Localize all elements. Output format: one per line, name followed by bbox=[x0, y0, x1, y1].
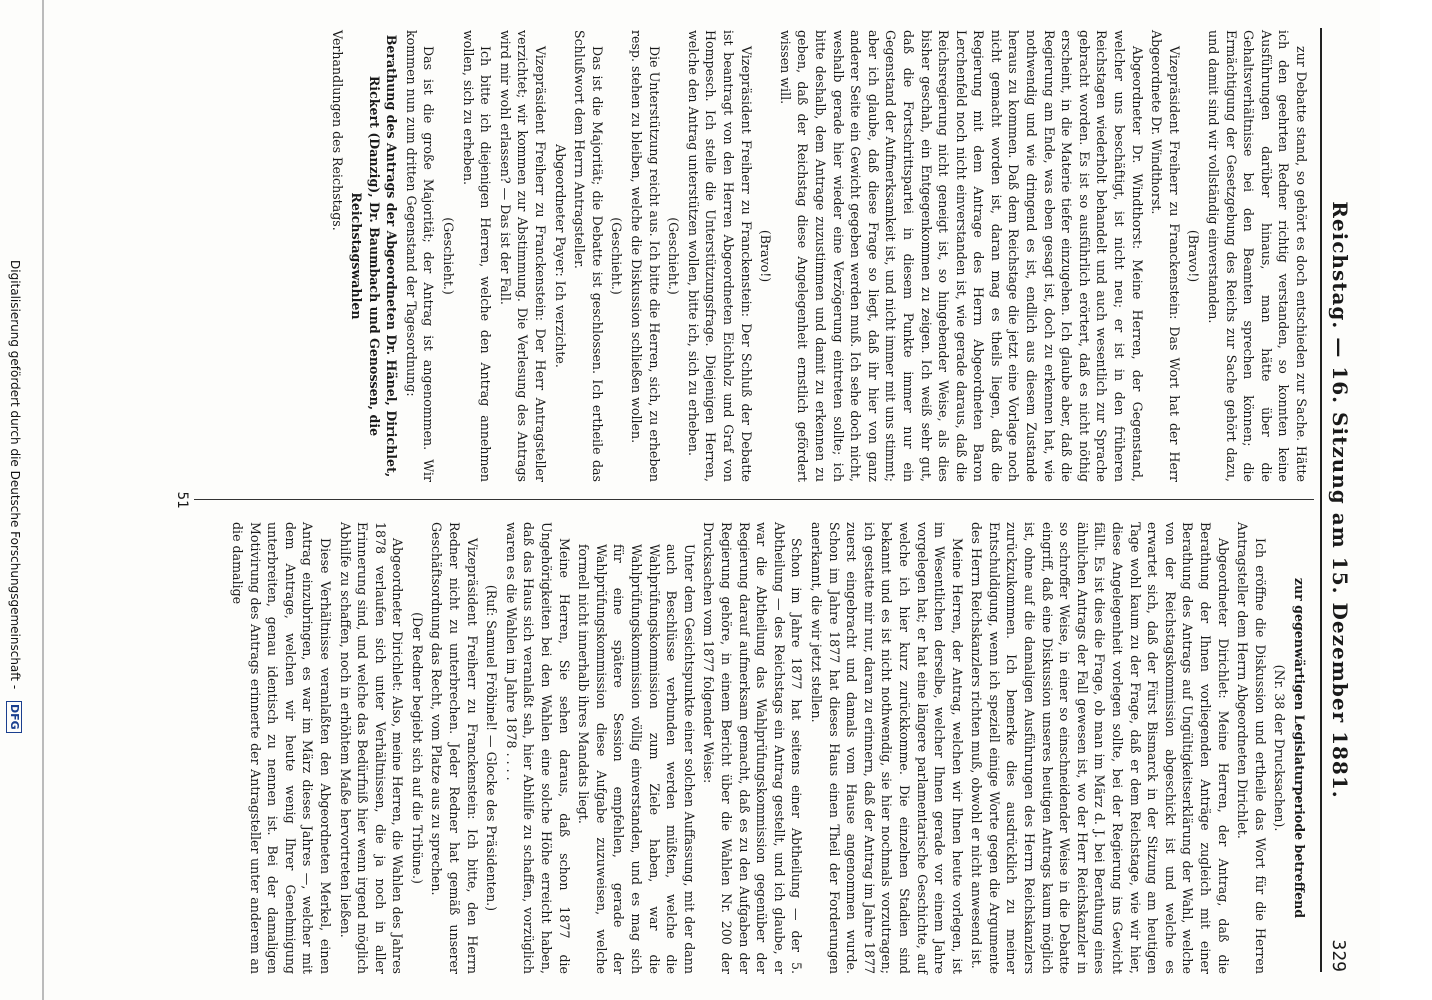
paragraph: (Bravo!) bbox=[758, 229, 774, 283]
page-title: Reichstag. — 16. Sitzung am 15. Dezember 1881. bbox=[1328, 201, 1352, 799]
paragraph: (Geschieht.) bbox=[666, 217, 682, 295]
paragraph: Die Unterstützung reicht aus. Ich bitte die Herren, sich, zu erheben resp. stehen zu bleiben, welche die Diskussion schließen wollen. bbox=[629, 30, 662, 482]
page-number: 329 bbox=[1328, 939, 1349, 972]
funding-text: Digitalisierung gefördert durch die Deutsche Forschungsgemeinschaft - bbox=[8, 260, 22, 690]
paragraph: Ich bitte ich diejenigen Herren, welche den Antrag annehmen wollen, sich zu erheben. bbox=[460, 30, 494, 482]
paragraph: zur gegenwärtigen Legislaturperiode betreffend bbox=[1292, 577, 1307, 919]
paragraph: (Geschieht.) bbox=[441, 217, 457, 295]
paragraph: Das ist die Majorität; die Debatte ist geschlossen. Ich ertheile das Schlußwort dem Herrn Antragsteller. bbox=[572, 30, 605, 482]
right-column bbox=[226, 522, 1310, 974]
left-column bbox=[326, 30, 1310, 482]
paragraph: Vizepräsident Freiherr zu Franckenstein: Ich bitte, den Herrn Redner nicht zu unterbrechen. Jeder Redner hat gemäß unserer Geschäftsordnung das Recht, vom Platze aus zu sprechen. bbox=[429, 522, 480, 974]
paragraph: (Nr. 38 der Drucksachen). bbox=[1272, 664, 1288, 832]
paragraph: (Ruf: Samuel Fröbinel! — Glocke des Präsidenten.) bbox=[484, 584, 500, 912]
paragraph: Diese Verhältnisse veranlaßten den Abgeordneten Merkel, einen Antrag einzubringen, es war im März dieses Jahres —, welcher mit dem Antrage, welchen wir heute wenig Ihrer Genehmigung unterbreiten, genau identisch zu nennen ist. Bei der damaligen Motivirung des Antrags erinnerte der Antragsteller unter anderem an die damalige bbox=[229, 522, 333, 974]
dfg-logo-icon: DFG bbox=[6, 701, 22, 733]
paragraph: Abgeordneter Payer: Ich verzichte. bbox=[552, 144, 568, 368]
funding-note bbox=[6, 260, 22, 960]
paragraph: (Geschieht.) bbox=[609, 217, 625, 295]
paragraph: Abgeordneter Dirichlet: Also, meine Herren, die Wahlen des Jahres 1878 verlaufen sich unter Verhältnissen, die ja noch in aller Erinnerung sind, und welche das Bedürfniß hier wenn irgend möglich Abhilfe zu schaffen, noch in erhöhtem Maße hervortreten ließen. bbox=[337, 522, 406, 974]
paragraph: (Der Redner begiebt sich auf die Tribüne.) bbox=[409, 612, 425, 884]
paragraph: Vizepräsident Freiherr zu Franckenstein: Das Wort hat der Herr Abgeordnete Dr. Windthorst. bbox=[1149, 30, 1182, 482]
column-divider bbox=[194, 499, 1314, 500]
paragraph: Das ist die große Majorität; der Antrag ist angenommen. Wir kommen nun zum dritten Gegenstand der Tagesordnung: bbox=[403, 30, 437, 482]
paragraph: Ich eröffne die Diskussion und ertheile das Wort für die Herren Antragsteller dem Herrn Abgeordneten Dirichlet. bbox=[1235, 522, 1268, 974]
paragraph: Unter dem Gesichtspunkte einer solchen Auffassung, mit der dann auch Beschlüsse verbunden werden müßten, welche die Wahlprüfungskommission zum Ziele haben, war die Wahlprüfungskommission völlig einverstanden, und es mag sich für eine spätere Session empfehlen, gerade der Wahlprüfungskommission diese Aufgabe zuzuweisen, welche formell nicht innerhalb ihres Mandats liegt. bbox=[576, 544, 697, 974]
paragraph: Abgeordneter Dirichlet: Meine Herren, der Antrag, daß die Berathung der Ihnen vorliegenden Anträge zugleich mit einer Berathung des Antrags auf Ungültigkeitserklärung der Wahl, welche von der Reichstagskommission abgeschickt ist und welche es erwartet sich, daß der Fürst Bismarck in der Sitzung am heutigen Tage wohl kaum zu der Frage, daß er dem Reichstage, wie wir hier, diese Angelegenheit vorlegen sollte, bei der Regierung ins Gewicht fällt. Es ist dies die Frage, ob man im März d. J. bei Berathung eines ähnlichen Antrags der Fall gewesen ist, wo der Herr Reichskanzler in so schroffer Weise, in einer so einschneidender Weise in die Debatte eingriff, daß eine Diskussion unseres heutigen Antrags kaum möglich ist, ohne auf die damaligen Ausführungen des Herrn Reichskanzlers zurückzukommen. Ich bemerke dies ausdrücklich zu meiner Entschuldigung, wenn ich speziell einige Worte gegen die Argumente des Herrn Reichskanzlers richten muß, obwohl er nicht anwesend ist. bbox=[969, 522, 1231, 974]
paragraph: Berathung des Antrags der Abgeordneten Dr. Hänel, Dirichlet, Rickert (Danzig), Dr. Baumbach und Genossen, die Reichstagswahlen bbox=[349, 34, 400, 478]
paragraph: Verhandlungen des Reichstags. bbox=[329, 30, 345, 231]
paragraph: Meine Herren, Sie sehen daraus, daß schon 1877 die Ungehörigkeiten bei den Wahlen eine solche Höhe erreicht haben, daß das Haus sich veranlaßt sah, hier Abhilfe zu schaffen, vorzüglich waren es die Wahlen im Jahre 1878 . . . . bbox=[503, 522, 572, 974]
paragraph: Vizepräsident Freiherr zu Franckenstein: Der Schluß der Debatte ist beantragt von den Herren Abgeordneten Eichholz und Graf von Hompesch. Ich stelle die Unterstützungsfrage. Diejenigen Herren, welche den Antrag unterstützen wollen, bitte ich, sich zu erheben. bbox=[685, 30, 754, 482]
paragraph: Meine Herren, der Antrag, welchen wir Ihnen heute vorlegen, ist im Wesentlichen derselbe, welcher Ihnen gerade vor einem Jahre vorgelegen hat; er hat eine längere parlamentarische Geschichte, auf welche ich hier kurz zurückkomme. Die einzelnen Stadien sind bekannt und es ist nicht nothwendig, sie hier nochmals vorzutragen; ich gestatte mir nur, daran zu erinnern, daß der Antrag im Jahre 1877 zuerst eingebracht und damals vom Hause angenommen wurde. Schon im Jahre 1877 hat dieses Haus einen Theil der Forderungen anerkannt, die wir jetzt stellen. bbox=[808, 522, 965, 974]
signature-number: 51 bbox=[174, 491, 190, 509]
paragraph: Schon im Jahre 1877 hat seitens einer Abtheilung — der 5. Abtheilung — des Reichstags ein Antrag gestellt, und ich glaube, er war die Abtheilung das Wahlprüfungskommission gegenüber der Regierung darauf aufmerksam gemacht, daß es zu den Aufgaben der Regierung gehöre, in einem Bericht über die Wahlen Nr. 200 der Drucksachen vom 1877 folgender Weise: bbox=[701, 522, 805, 974]
paragraph: Vizepräsident Freiherr zu Franckenstein: Der Herr Antragsteller verzichtet; wir kommen zur Abstimmung. Die Verlesung des Antrags wird mir wohl erlassen? — Das ist der Fall. bbox=[497, 30, 549, 482]
paragraph: (Bravo!) bbox=[1186, 229, 1202, 283]
page-header bbox=[1320, 28, 1362, 972]
page-edge bbox=[42, 0, 44, 1000]
paragraph: Abgeordneter Dr. Windthorst: Meine Herren, der Gegenstand, welcher uns beschäftigt, ist nicht neu; er ist in den früheren Reichstagen wiederholt behandelt und auch wesentlich zur Sprache gebracht worden. Es ist so ausführlich erörtert, daß es nicht nöthig erscheint, in die Materie tiefer einzugehen. Ich glaube aber, daß die Regierung am Ende, was eben gesagt ist, doch zu erkennen hat, wie nothwendig und wie dringend es ist, endlich aus diesem Zustande heraus zu kommen. Daß dem Reichstage die jetzt eine Vorlage noch nicht gemacht worden ist, daran mag es theils liegen, daß die Regierung mit dem Antrage des Herrn Abgeordneten Baron Lerchenfeld noch nicht einverstanden ist, wie gerade daraus, daß die Reichsregierung nicht geneigt ist, so hingebender Weise, als dies bisher geschah, ein Entgegenkommen zu zeigen. Ich weiß sehr gut, daß die Fortschrittspartei in diesem Punkte immer nur ein Gegenstand der Aufmerksamkeit ist, und nicht immer mit uns stimmt; aber ich glaube, daß diese Frage so liegt, daß ihr hier von ganz anderer Seite ein Gewicht gegeben werden muß. Ich sehe doch nicht, weshalb gerade hier wieder eine Verzögerung eintreten sollte; ich bitte deshalb, dem Antrage zuzustimmen und damit zu erkennen zu geben, daß der Reichstag diese Angelegenheit ernstlich gefördert wissen will. bbox=[777, 30, 1145, 482]
paragraph: zur Debatte stand, so gehört es doch entschieden zur Sache. Hätte ich den geehrten Redner richtig verstanden, so konnten keine Ausführungen darüber hinaus, man hätte über die Gehaltsverhältnisse bei den Beamten sprechen können; die Ermächtigung der Gesetzgebung des Reichs zur Sache gehört dazu, und damit sind wir vollständig einverstanden. bbox=[1206, 30, 1309, 482]
